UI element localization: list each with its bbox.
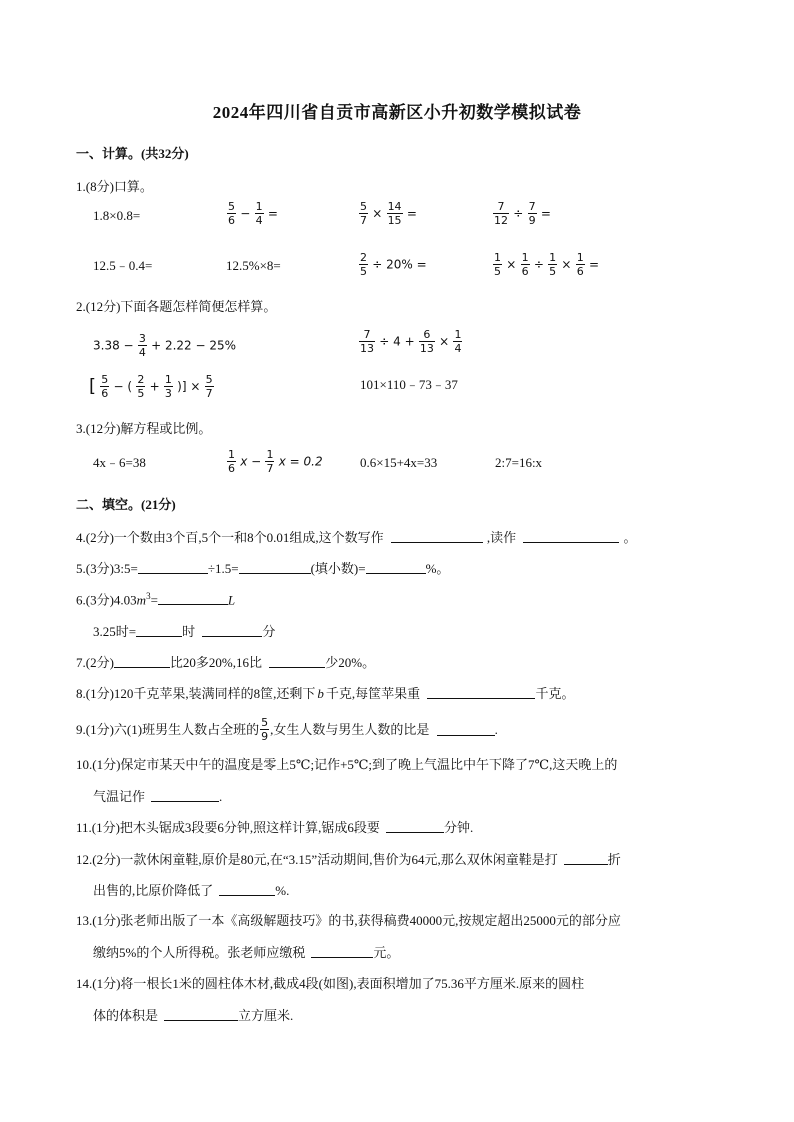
q2-item-a: 3.38 − $\frac{3}{4}$ + 2.22 − 25% xyxy=(93,332,237,359)
q1-item-e: 12.5﹣0.4= xyxy=(93,258,153,273)
question-9: 9.(1分)六(1)班男生人数占全班的 $\frac{5}{9}$ ,女生人数与男生人数的比是 . xyxy=(76,716,498,743)
answer-blank[interactable] xyxy=(151,789,219,802)
q1-item-c: $\frac{5}{7}$ × $\frac{14}{15}$ = xyxy=(360,200,417,227)
question-12-line-2: 出售的,比原价降低了 %. xyxy=(93,883,290,898)
answer-blank[interactable] xyxy=(564,852,608,865)
q2-item-b: $\frac{7}{13}$ ÷ 4 + $\frac{6}{13}$ × $\frac{1}{4}$ xyxy=(360,328,462,355)
answer-blank[interactable] xyxy=(136,624,182,637)
question-10-line-2: 气温记作 . xyxy=(93,789,223,804)
question-13-line-2: 缴纳5%的个人所得税。张老师应缴税 元。 xyxy=(93,945,400,960)
question-12: 12.(2分)一款休闲童鞋,原价是80元,在“3.15”活动期间,售价为64元,那么双休闲童鞋是打 折 xyxy=(76,852,621,867)
answer-blank[interactable] xyxy=(523,530,619,543)
answer-blank[interactable] xyxy=(202,624,262,637)
q1-item-h: $\frac{1}{5}$ × $\frac{1}{6}$ ÷ $\frac{1}{5}$ × $\frac{1}{6}$ = xyxy=(494,251,599,278)
q2-item-c: [ $\frac{5}{6}$ − ( $\frac{2}{5}$ + $\frac{1}{3}$ )] × $\frac{5}{7}$ xyxy=(89,373,213,400)
answer-blank[interactable] xyxy=(219,883,275,896)
question-3-label: 3.(12分)解方程或比例。 xyxy=(76,421,212,436)
question-6: 6.(3分)$4.03m^3= L$ xyxy=(76,591,236,608)
question-7: 7.(2分) 比20多20%,16比 少20%。 xyxy=(76,655,376,670)
question-6-line-2: 3.25时= 时 分 xyxy=(93,624,276,639)
answer-blank[interactable] xyxy=(114,655,170,668)
answer-blank[interactable] xyxy=(311,945,373,958)
question-11: 11.(1分)把木头锯成3段要6分钟,照这样计算,锯成6段要 分钟. xyxy=(76,820,474,835)
q2-item-d: 101×110﹣73﹣37 xyxy=(360,377,458,392)
question-4: 4.(2分)一个数由3个百,5个一和8个0.01组成,这个数写作 ,读作 。 xyxy=(76,530,637,545)
question-5: 5.(3分)3:5= ÷1.5= (填小数)= %。 xyxy=(76,561,450,576)
answer-blank[interactable] xyxy=(437,723,495,736)
answer-blank[interactable] xyxy=(366,561,426,574)
answer-blank[interactable] xyxy=(239,561,311,574)
q1-item-b: $\frac{5}{6}$ − $\frac{1}{4}$ = xyxy=(228,200,278,227)
answer-blank[interactable] xyxy=(164,1008,238,1021)
answer-blank[interactable] xyxy=(138,561,208,574)
answer-blank[interactable] xyxy=(158,592,228,605)
question-2-label: 2.(12分)下面各题怎样简便怎样算。 xyxy=(76,299,277,314)
q3-item-b: $\frac{1}{6}$ x − $\frac{1}{7}$ x = 0.2 xyxy=(228,448,323,475)
q1-item-a: 1.8×0.8= xyxy=(93,208,141,223)
answer-blank[interactable] xyxy=(427,686,535,699)
answer-blank[interactable] xyxy=(391,530,483,543)
q3-item-a: 4x﹣6=38 xyxy=(93,455,146,470)
question-10: 10.(1分)保定市某天中午的温度是零上5℃;记作+5℃;到了晚上气温比中午下降了7℃,这天晚上的 xyxy=(76,757,618,772)
answer-blank[interactable] xyxy=(386,820,444,833)
q3-item-c: 0.6×15+4x=33 xyxy=(360,455,438,470)
question-8: 8.(1分)120千克苹果,装满同样的8筐,还剩下 b 千克,每筐苹果重 千克。 xyxy=(76,686,575,701)
answer-blank[interactable] xyxy=(269,655,325,668)
q1-item-g: $\frac{2}{5}$ ÷ 20% = xyxy=(360,251,427,278)
question-14: 14.(1分)将一根长1米的圆柱体木材,截成4段(如图),表面积增加了75.36平方厘米.原来的圆柱 xyxy=(76,976,585,991)
q1-item-f: 12.5%×8= xyxy=(226,258,281,273)
q1-item-d: $\frac{7}{12}$ ÷ $\frac{7}{9}$ = xyxy=(494,200,551,227)
section-heading-fill-in: 二、填空。(21分) xyxy=(76,497,176,512)
q3-item-d: 2:7=16:x xyxy=(495,455,543,470)
section-heading-calculation: 一、计算。(共32分) xyxy=(76,146,189,161)
question-14-line-2: 体的体积是 立方厘米. xyxy=(93,1008,294,1023)
question-13: 13.(1分)张老师出版了一本《高级解题技巧》的书,获得稿费40000元,按规定超出25000元的部分应 xyxy=(76,913,621,928)
page-title: 2024年四川省自贡市高新区小升初数学模拟试卷 xyxy=(212,103,582,122)
question-1-label: 1.(8分)口算。 xyxy=(76,179,153,194)
